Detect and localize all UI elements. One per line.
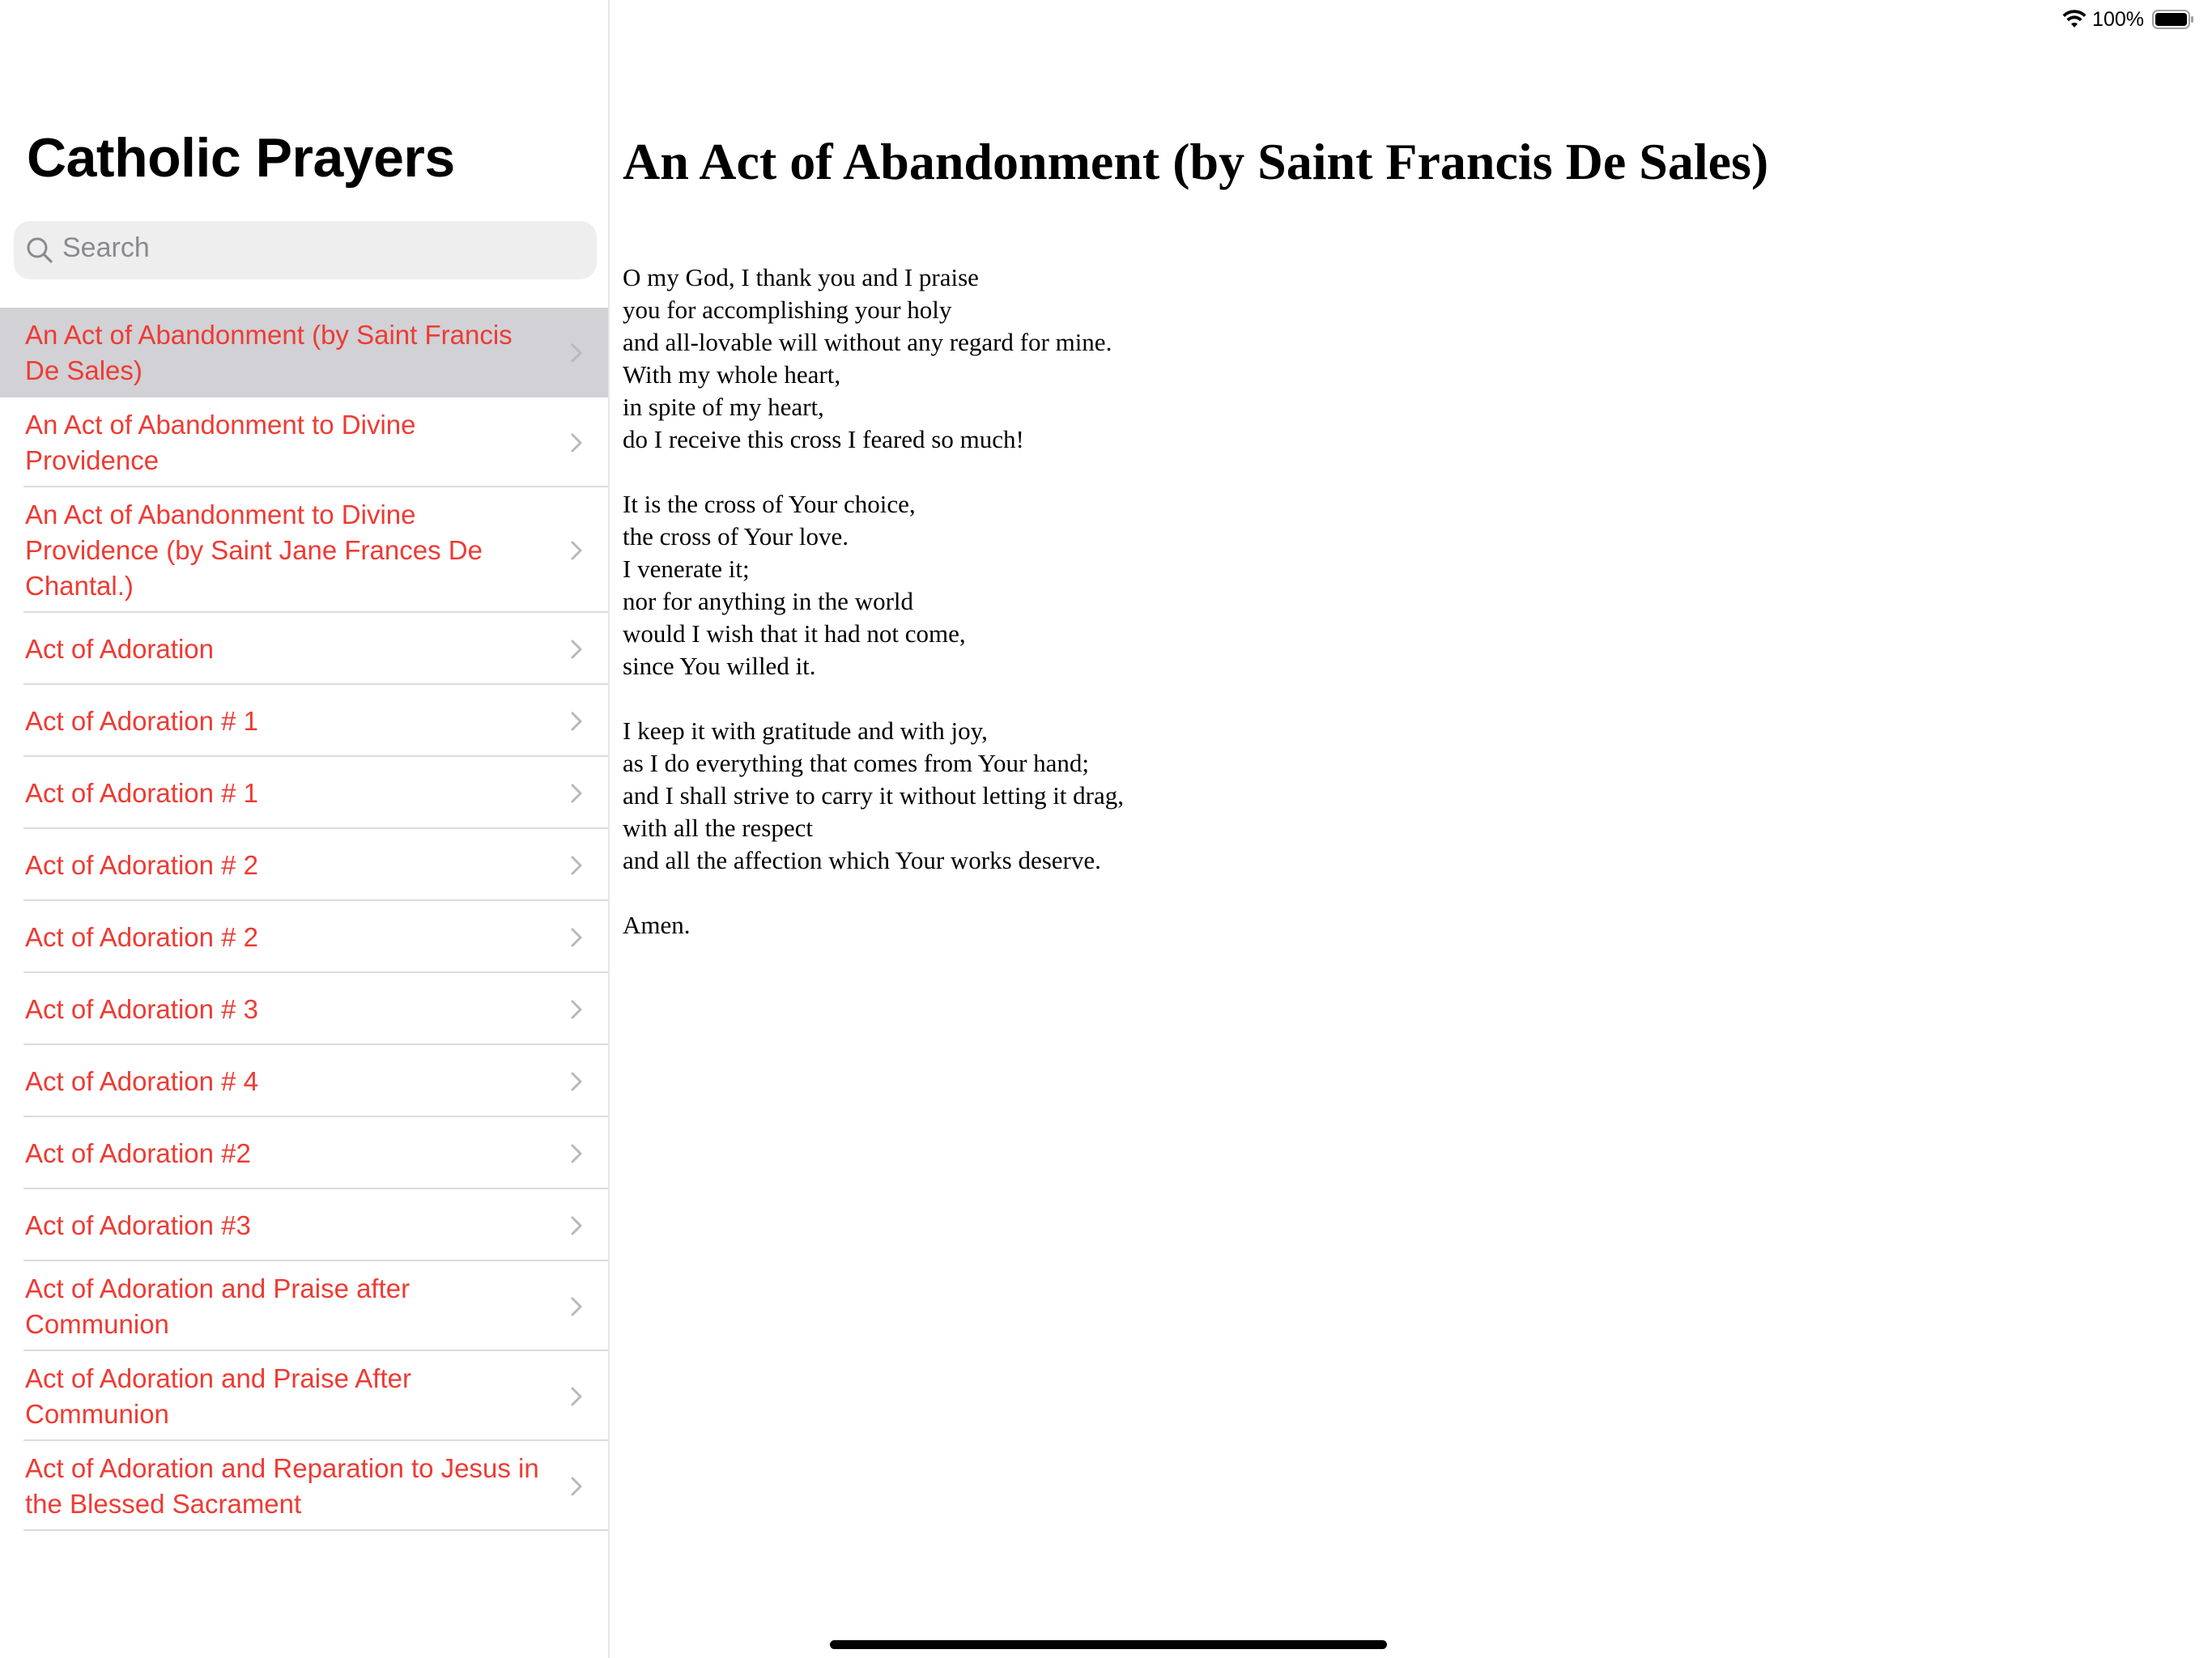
detail-pane [610, 0, 2212, 1658]
prayer-stanza [623, 715, 1124, 877]
home-indicator[interactable] [830, 1640, 1387, 1649]
prayer-line: Amen. [623, 911, 691, 939]
chevron-right-icon [569, 926, 584, 949]
sidebar [0, 0, 610, 1658]
prayer-list-item-label: Act of Adoration and Praise after Communion [25, 1273, 410, 1339]
prayer-list-item-label: Act of Adoration #2 [25, 1137, 251, 1168]
prayer-line: as I do everything that comes from Your hand; [623, 749, 1089, 777]
prayer-line: It is the cross of Your choice, [623, 490, 916, 518]
prayer-list-item-label: Act of Adoration # 1 [25, 705, 259, 736]
chevron-right-icon [569, 638, 584, 661]
prayer-list-item[interactable] [0, 613, 608, 685]
prayer-line: With my whole heart, [623, 360, 841, 389]
chevron-right-icon [569, 782, 584, 805]
prayer-list-item-label: Act of Adoration and Reparation to Jesus in the Blessed Sacrament [25, 1452, 539, 1519]
prayer-stanza [623, 261, 1124, 456]
chevron-right-icon [569, 1142, 584, 1165]
prayer-list-item-label: Act of Adoration and Praise After Communion [25, 1363, 411, 1429]
prayer-list [0, 308, 608, 1531]
prayer-list-item-label: Act of Adoration #3 [25, 1209, 251, 1240]
prayer-line: and all-lovable will without any regard for mine. [623, 328, 1112, 356]
prayer-list-item-label: Act of Adoration # 4 [25, 1065, 259, 1096]
prayer-list-item[interactable] [0, 1189, 608, 1261]
prayer-list-item[interactable] [0, 685, 608, 757]
prayer-list-item[interactable] [0, 829, 608, 901]
prayer-line: you for accomplishing your holy [623, 295, 952, 324]
prayer-list-item-label: Act of Adoration # 3 [25, 993, 259, 1024]
prayer-list-item-label: Act of Adoration # 1 [25, 777, 259, 808]
prayer-line: with all the respect [623, 814, 813, 842]
prayer-list-item[interactable] [0, 1351, 608, 1441]
chevron-right-icon [569, 1070, 584, 1093]
prayer-list-item-label: An Act of Abandonment to Divine Providence (by Saint Jane Frances De Chantal.) [25, 499, 483, 601]
prayer-list-item[interactable] [0, 1441, 608, 1531]
prayer-list-item[interactable] [0, 757, 608, 829]
prayer-stanza [623, 488, 1124, 682]
row-separator [23, 1529, 608, 1531]
sidebar-title: Catholic Prayers [27, 127, 455, 189]
prayer-list-item-label: Act of Adoration # 2 [25, 849, 259, 880]
chevron-right-icon [569, 432, 584, 454]
prayer-title: An Act of Abandonment (by Saint Francis De Sales) [623, 133, 1769, 190]
prayer-list-item[interactable] [0, 487, 608, 613]
prayer-line: nor for anything in the world [623, 587, 914, 615]
prayer-list-item-label: Act of Adoration # 2 [25, 921, 259, 952]
prayer-list-item[interactable] [0, 1045, 608, 1117]
prayer-line: I venerate it; [623, 555, 750, 583]
search-input[interactable]: Search [62, 232, 150, 263]
prayer-line: I keep it with gratitude and with joy, [623, 716, 988, 745]
prayer-line: do I receive this cross I feared so much! [623, 425, 1024, 453]
prayer-list-item[interactable] [0, 1117, 608, 1189]
prayer-list-item[interactable] [0, 901, 608, 973]
chevron-right-icon [569, 342, 584, 364]
chevron-right-icon [569, 1214, 584, 1237]
prayer-line: O my God, I thank you and I praise [623, 263, 979, 291]
battery-percentage: 100% [2092, 7, 2144, 31]
chevron-right-icon [569, 1475, 584, 1498]
prayer-line: and all the affection which Your works deserve. [623, 846, 1101, 874]
prayer-list-item-label: Act of Adoration [25, 633, 214, 664]
chevron-right-icon [569, 998, 584, 1021]
prayer-line: and I shall strive to carry it without letting it drag, [623, 781, 1125, 810]
chevron-right-icon [569, 710, 584, 733]
chevron-right-icon [569, 539, 584, 562]
prayer-list-item[interactable] [0, 1261, 608, 1351]
prayer-list-item-label: An Act of Abandonment to Divine Providence [25, 409, 416, 475]
prayer-stanza [623, 909, 1124, 942]
search-bar[interactable] [14, 221, 597, 279]
prayer-list-item-label: An Act of Abandonment (by Saint Francis De Sales) [25, 319, 513, 385]
prayer-list-item[interactable] [0, 397, 608, 487]
prayer-line: in spite of my heart, [623, 393, 824, 421]
prayer-line: would I wish that it had not come, [623, 619, 966, 648]
prayer-line: the cross of Your love. [623, 522, 849, 551]
prayer-line: since You willed it. [623, 652, 816, 680]
chevron-right-icon [569, 854, 584, 877]
prayer-list-item[interactable] [0, 308, 608, 397]
search-icon [25, 236, 54, 265]
chevron-right-icon [569, 1385, 584, 1408]
prayer-text [623, 261, 1124, 974]
chevron-right-icon [569, 1295, 584, 1318]
prayer-list-item[interactable] [0, 973, 608, 1045]
